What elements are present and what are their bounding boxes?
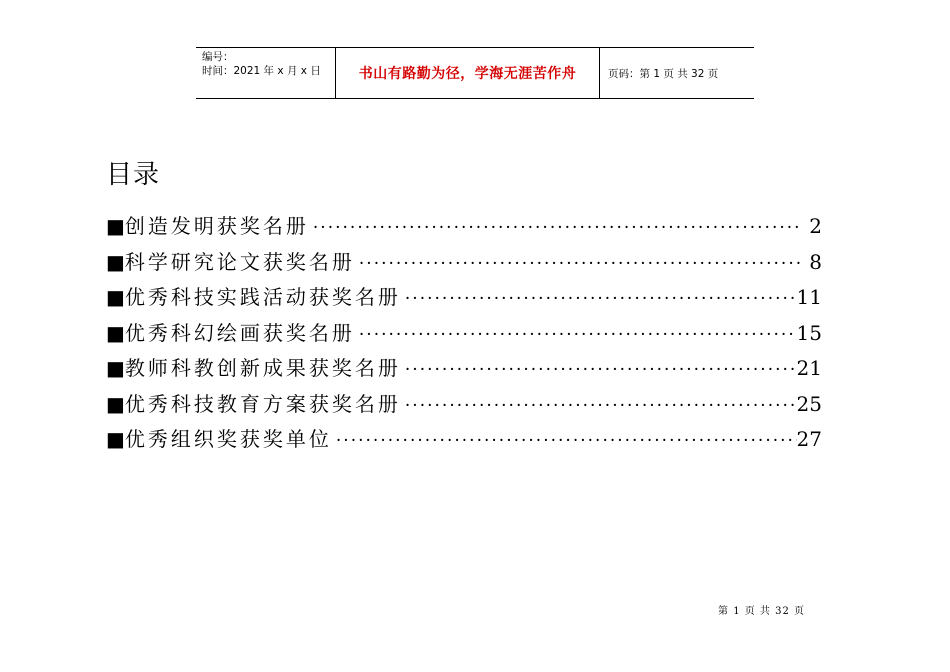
toc-item-label: 创造发明获奖名册 [124,214,309,238]
square-bullet-icon: ■ [106,356,125,380]
toc-item-label: 优秀组织奖获奖单位 [124,427,332,451]
toc-item[interactable] [106,210,822,246]
header-motto: 书山有路勤为径，学海无涯苦作舟 [336,48,600,98]
dot-leader [332,431,797,451]
table-of-contents [106,210,822,459]
dot-leader [401,396,797,416]
toc-item[interactable] [106,388,822,424]
toc-item-label: 科学研究论文获奖名册 [124,249,355,274]
page-header [196,47,754,99]
header-page-label: 页码：第 1 页 共 32 页 [608,67,719,80]
toc-item-label: 优秀科技教育方案获奖名册 [124,391,401,416]
toc-item[interactable] [106,352,822,388]
square-bullet-icon: ■ [106,285,125,309]
square-bullet-icon: ■ [106,427,125,451]
toc-item-page: 25 [796,391,822,416]
toc-item-page: 15 [796,320,822,345]
dot-leader [355,325,797,345]
toc-item[interactable] [106,423,822,459]
dot-leader [309,218,800,238]
dot-leader [355,254,800,274]
header-time-label: 时间：2021 年 x 月 x 日 [202,65,321,77]
toc-item[interactable] [106,317,822,353]
page-footer: 第 1 页 共 32 页 [718,606,805,617]
toc-item-page: 21 [796,356,822,380]
toc-item[interactable] [106,281,822,317]
toc-item-page: 8 [809,249,822,274]
toc-item-label: 优秀科技实践活动获奖名册 [124,285,401,309]
square-bullet-icon: ■ [106,391,125,416]
toc-item-page: 11 [796,285,822,309]
toc-item-label: 教师科教创新成果获奖名册 [124,356,401,380]
square-bullet-icon: ■ [106,320,125,345]
toc-item-label: 优秀科幻绘画获奖名册 [124,320,355,345]
toc-item-page: 2 [809,214,822,238]
toc-item-page: 27 [796,427,822,451]
page-title: 目录 [106,160,161,190]
dot-leader [401,289,797,309]
header-meta [196,48,336,98]
dot-leader [401,360,797,380]
square-bullet-icon: ■ [106,249,125,274]
toc-item[interactable] [106,246,822,282]
header-number-label: 编号： [202,51,234,63]
square-bullet-icon: ■ [106,214,125,238]
